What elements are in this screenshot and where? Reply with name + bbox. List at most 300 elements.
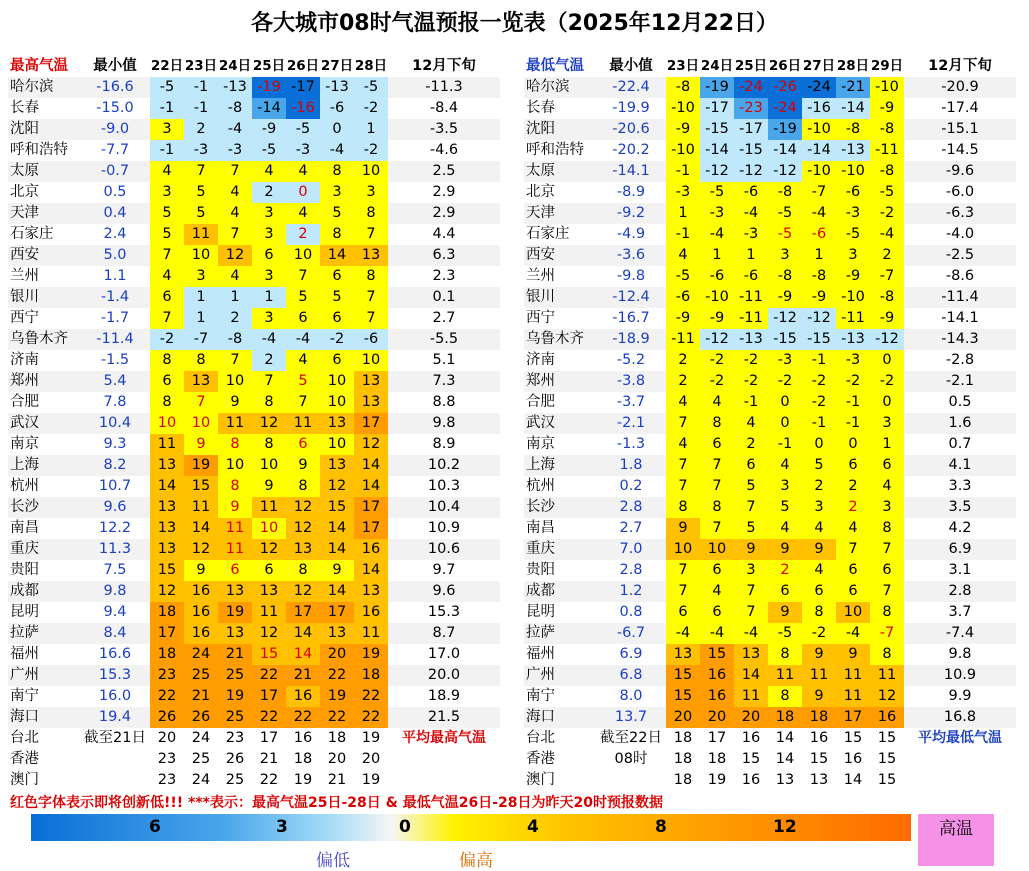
- temp-cell: -7: [870, 266, 904, 287]
- city-name: 南昌: [526, 520, 555, 536]
- monthly-avg: 3.5: [948, 499, 972, 515]
- min-value: -5.2: [616, 352, 646, 368]
- temp-cell: -3: [836, 203, 870, 224]
- temp-cell: -11: [734, 308, 768, 329]
- temp-cell: -2: [320, 329, 354, 350]
- temp-cell: 2: [768, 560, 802, 581]
- temp-cell: 16: [870, 707, 904, 728]
- temp-cell: 2: [252, 350, 286, 371]
- temp-cell: -10: [836, 287, 870, 308]
- min-value: -8.9: [616, 184, 646, 200]
- monthly-avg: -6.0: [945, 184, 975, 200]
- temp-cell: -7: [184, 329, 218, 350]
- temp-cell: 13: [320, 413, 354, 434]
- temp-cell: -2: [700, 350, 734, 371]
- city-name: 杭州: [526, 478, 555, 494]
- header-row: [524, 56, 1016, 77]
- temp-cell: 11: [836, 686, 870, 707]
- temp-cell: 11: [734, 686, 768, 707]
- monthly-avg: 2.9: [432, 184, 456, 200]
- temp-cell: -14: [768, 140, 802, 161]
- note-cell: [80, 770, 150, 791]
- temp-cell: 13: [354, 245, 388, 266]
- monthly-avg: 10.3: [427, 478, 461, 494]
- temp-cell: 5: [184, 182, 218, 203]
- table-row: [8, 686, 500, 707]
- temp-cell: 20: [734, 707, 768, 728]
- temp-cell: 23: [150, 665, 184, 686]
- table-row: [524, 539, 1016, 560]
- temp-cell: -1: [836, 413, 870, 434]
- temp-cell: 4: [700, 581, 734, 602]
- temp-cell: 17: [252, 686, 286, 707]
- temp-cell: 11: [870, 665, 904, 686]
- monthly-avg: 3.3: [948, 478, 972, 494]
- temp-cell: -6: [354, 329, 388, 350]
- temp-cell: 0: [836, 434, 870, 455]
- temp-cell: -8: [666, 77, 700, 98]
- temp-cell: 3: [252, 308, 286, 329]
- temp-cell: 23: [157, 751, 177, 767]
- temp-cell: 10: [354, 161, 388, 182]
- temp-cell: 9: [320, 560, 354, 581]
- temp-cell: -2: [150, 329, 184, 350]
- temp-cell: 8: [150, 350, 184, 371]
- temp-cell: 8: [320, 224, 354, 245]
- temp-cell: 2: [252, 182, 286, 203]
- temp-cell: 5: [734, 518, 768, 539]
- city-name: 长沙: [526, 499, 555, 515]
- table-row: [524, 308, 1016, 329]
- temp-cell: -1: [150, 98, 184, 119]
- temp-cell: 0: [870, 392, 904, 413]
- table-row: [8, 602, 500, 623]
- monthly-avg: 10.9: [943, 667, 977, 683]
- monthly-avg: 3.7: [948, 604, 972, 620]
- temp-cell: 11: [286, 413, 320, 434]
- min-value: -9.2: [616, 205, 646, 221]
- temp-cell: 15: [252, 644, 286, 665]
- monthly-avg: 4.2: [948, 520, 972, 536]
- monthly-avg: -11.4: [941, 289, 979, 305]
- temp-cell: 22: [252, 665, 286, 686]
- monthly-avg: 3.1: [948, 562, 972, 578]
- temp-cell: 5: [150, 224, 184, 245]
- temp-cell: 25: [225, 772, 245, 788]
- column-header: 最高气温: [10, 58, 68, 74]
- monthly-avg: 8.7: [432, 625, 456, 641]
- table-row: [524, 350, 1016, 371]
- table-row: [8, 182, 500, 203]
- temp-cell: -15: [734, 140, 768, 161]
- temp-cell: 22: [320, 665, 354, 686]
- temp-cell: -6: [836, 182, 870, 203]
- min-value: 1.8: [619, 457, 643, 473]
- min-value: 9.6: [103, 499, 127, 515]
- temp-cell: 3: [870, 497, 904, 518]
- table-row: [8, 224, 500, 245]
- temp-cell: 12: [252, 623, 286, 644]
- monthly-avg: -17.4: [941, 100, 979, 116]
- column-header: 24日: [700, 58, 734, 74]
- monthly-avg: 10.2: [427, 457, 461, 473]
- city-name: 昆明: [10, 604, 39, 620]
- column-header: 22日: [150, 58, 184, 74]
- temp-cell: 20: [320, 644, 354, 665]
- temp-cell: 4: [286, 350, 320, 371]
- table-row: [524, 98, 1016, 119]
- temp-cell: -9: [666, 119, 700, 140]
- monthly-avg: 10.6: [427, 541, 461, 557]
- page-title: 各大城市08时气温预报一览表（2025年12月22日）: [250, 11, 779, 36]
- city-name: 台北: [526, 730, 555, 746]
- temp-cell: 26: [225, 751, 245, 767]
- temp-cell: 4: [252, 161, 286, 182]
- temp-cell: 13: [809, 772, 829, 788]
- min-value: 16.0: [98, 688, 132, 704]
- temp-cell: 9: [286, 455, 320, 476]
- min-value: -12.4: [612, 289, 650, 305]
- temp-cell: 6: [802, 581, 836, 602]
- temp-cell: 15: [741, 751, 761, 767]
- temp-cell: -5: [836, 224, 870, 245]
- avg-label: [388, 749, 500, 770]
- header-row: [8, 56, 500, 77]
- table-row: [524, 665, 1016, 686]
- column-header: 23日: [666, 58, 700, 74]
- temp-cell: 9: [252, 476, 286, 497]
- temp-cell: 20: [700, 707, 734, 728]
- temp-cell: 12: [184, 539, 218, 560]
- temp-cell: 4: [768, 518, 802, 539]
- monthly-avg: 2.5: [432, 163, 456, 179]
- monthly-avg: 9.8: [432, 415, 456, 431]
- temp-cell: 2: [184, 119, 218, 140]
- monthly-avg: 4.4: [432, 226, 456, 242]
- city-name: 南宁: [10, 688, 39, 704]
- table-row: [524, 644, 1016, 665]
- monthly-avg: 7.3: [432, 373, 456, 389]
- temp-cell: 21: [184, 686, 218, 707]
- temp-cell: 8: [218, 476, 252, 497]
- city-name: 西安: [10, 247, 39, 263]
- temp-cell: 12: [286, 518, 320, 539]
- table-row: [8, 476, 500, 497]
- column-header: 最低气温: [526, 58, 584, 74]
- temp-cell: 8: [870, 518, 904, 539]
- temp-cell: -5: [354, 77, 388, 98]
- temp-cell: 1: [218, 287, 252, 308]
- city-name: 乌鲁木齐: [10, 331, 68, 347]
- temp-cell: 8: [666, 497, 700, 518]
- monthly-avg: 2.9: [432, 205, 456, 221]
- temp-cell: 6: [870, 455, 904, 476]
- temp-cell: -5: [768, 224, 802, 245]
- table-row: [8, 455, 500, 476]
- temp-cell: 9: [184, 434, 218, 455]
- min-value: -1.4: [100, 289, 130, 305]
- temp-cell: -26: [768, 77, 802, 98]
- temp-cell: 10: [354, 350, 388, 371]
- monthly-avg: -4.0: [945, 226, 975, 242]
- table-row: [8, 623, 500, 644]
- temp-cell: 20: [327, 751, 347, 767]
- temp-cell: 5: [286, 371, 320, 392]
- city-name: 天津: [526, 205, 555, 221]
- temp-cell: 15: [843, 730, 863, 746]
- temp-cell: 18: [673, 772, 693, 788]
- temp-cell: 16: [184, 602, 218, 623]
- temp-cell: -8: [218, 98, 252, 119]
- min-value: 9.4: [103, 604, 127, 620]
- temp-cell: 4: [802, 518, 836, 539]
- table-row: [8, 266, 500, 287]
- temp-cell: 5: [734, 476, 768, 497]
- city-name: 呼和浩特: [10, 142, 68, 158]
- temp-cell: -21: [836, 77, 870, 98]
- min-value: -3.8: [616, 373, 646, 389]
- table-row: [8, 665, 500, 686]
- temp-cell: 10: [320, 371, 354, 392]
- temp-cell: 4: [286, 161, 320, 182]
- extra-row: [8, 770, 500, 791]
- temp-cell: 11: [768, 665, 802, 686]
- temp-cell: 11: [218, 518, 252, 539]
- temp-cell: -4: [836, 623, 870, 644]
- temp-cell: 4: [150, 161, 184, 182]
- min-value: 1.2: [619, 583, 643, 599]
- temp-cell: 8: [218, 434, 252, 455]
- city-name: 北京: [526, 184, 555, 200]
- note-cell: 截至21日: [84, 730, 146, 746]
- temp-cell: 16: [293, 730, 313, 746]
- temp-cell: 19: [361, 772, 381, 788]
- temp-cell: -12: [768, 308, 802, 329]
- extra-row: [524, 728, 1016, 749]
- legend-tick: 6: [149, 817, 161, 837]
- table-row: [524, 371, 1016, 392]
- temp-cell: 13: [218, 623, 252, 644]
- temp-cell: -4: [252, 329, 286, 350]
- temp-cell: 25: [218, 665, 252, 686]
- temp-cell: -2: [802, 371, 836, 392]
- temp-cell: 15: [320, 497, 354, 518]
- temp-cell: 10: [218, 455, 252, 476]
- city-name: 太原: [526, 163, 555, 179]
- min-value: 12.2: [98, 520, 132, 536]
- monthly-avg: 9.6: [432, 583, 456, 599]
- temp-cell: -15: [700, 119, 734, 140]
- temp-cell: -10: [836, 161, 870, 182]
- city-name: 银川: [526, 289, 555, 305]
- temp-cell: 16: [354, 539, 388, 560]
- temp-cell: -2: [768, 371, 802, 392]
- monthly-avg: -20.9: [941, 79, 979, 95]
- monthly-avg: -2.1: [945, 373, 975, 389]
- temp-cell: -6: [734, 182, 768, 203]
- temp-cell: 14: [354, 476, 388, 497]
- temp-cell: 8: [252, 392, 286, 413]
- legend-tick: 0: [399, 817, 411, 837]
- temp-cell: 10: [252, 455, 286, 476]
- temp-cell: -7: [802, 182, 836, 203]
- city-name: 广州: [526, 667, 555, 683]
- temp-cell: -3: [218, 140, 252, 161]
- temp-cell: 8: [252, 434, 286, 455]
- min-value: -9.0: [100, 121, 130, 137]
- min-value: 6.9: [619, 646, 643, 662]
- temp-cell: 7: [354, 287, 388, 308]
- city-name: 广州: [10, 667, 39, 683]
- temp-cell: 6: [150, 371, 184, 392]
- temp-cell: 13: [150, 518, 184, 539]
- temp-cell: 14: [150, 476, 184, 497]
- temp-cell: -3: [768, 350, 802, 371]
- temp-cell: -17: [700, 98, 734, 119]
- temp-cell: -2: [802, 392, 836, 413]
- temp-cell: 11: [252, 602, 286, 623]
- min-value: 9.3: [103, 436, 127, 452]
- temp-cell: -6: [320, 98, 354, 119]
- monthly-avg: -15.1: [941, 121, 979, 137]
- temp-cell: 9: [802, 686, 836, 707]
- temp-cell: 11: [150, 434, 184, 455]
- column-header: 27日: [320, 58, 354, 74]
- temp-cell: 19: [218, 686, 252, 707]
- temp-cell: 15: [184, 476, 218, 497]
- temp-cell: 3: [150, 182, 184, 203]
- temp-cell: -7: [870, 623, 904, 644]
- temp-cell: 3: [252, 266, 286, 287]
- city-name: 武汉: [526, 415, 555, 431]
- max-temp-table: [8, 56, 500, 791]
- city-name: 南昌: [10, 520, 39, 536]
- city-name: 长沙: [10, 499, 39, 515]
- temp-cell: 6: [700, 434, 734, 455]
- temp-cell: -2: [802, 623, 836, 644]
- table-row: [524, 224, 1016, 245]
- temp-cell: 11: [802, 665, 836, 686]
- temp-cell: -8: [870, 287, 904, 308]
- column-header: 25日: [252, 58, 286, 74]
- temp-cell: 4: [666, 392, 700, 413]
- temp-cell: 16: [741, 730, 761, 746]
- city-name: 哈尔滨: [10, 79, 54, 95]
- min-value: 0.2: [619, 478, 643, 494]
- monthly-avg: 0.5: [948, 394, 972, 410]
- temp-cell: 17: [354, 413, 388, 434]
- city-name: 武汉: [10, 415, 39, 431]
- temp-cell: 1: [870, 434, 904, 455]
- temp-cell: 25: [184, 665, 218, 686]
- temp-cell: 0: [802, 434, 836, 455]
- temp-cell: 21: [286, 665, 320, 686]
- table-row: [8, 119, 500, 140]
- temp-cell: 6: [700, 560, 734, 581]
- temp-cell: 6: [666, 602, 700, 623]
- city-name: 澳门: [10, 772, 39, 788]
- table-row: [524, 497, 1016, 518]
- temp-cell: 6: [768, 581, 802, 602]
- temp-cell: -19: [252, 77, 286, 98]
- temp-cell: 7: [354, 308, 388, 329]
- temp-cell: -2: [700, 371, 734, 392]
- temp-cell: 6: [286, 434, 320, 455]
- table-row: [8, 203, 500, 224]
- temp-cell: 26: [184, 707, 218, 728]
- temp-cell: 8: [870, 602, 904, 623]
- temp-cell: -15: [802, 329, 836, 350]
- temp-cell: 12: [252, 413, 286, 434]
- city-name: 福州: [10, 646, 39, 662]
- table-row: [524, 686, 1016, 707]
- temp-cell: 4: [666, 434, 700, 455]
- table-row: [524, 623, 1016, 644]
- temp-cell: -5: [150, 77, 184, 98]
- min-value: -11.4: [96, 331, 134, 347]
- temp-cell: 7: [184, 392, 218, 413]
- min-value: 19.4: [98, 709, 132, 725]
- temp-cell: -14: [836, 98, 870, 119]
- table-row: [8, 371, 500, 392]
- extra-row: [8, 749, 500, 770]
- temp-cell: -6: [700, 266, 734, 287]
- temp-cell: -5: [768, 203, 802, 224]
- temp-cell: -13: [836, 140, 870, 161]
- city-name: 西宁: [10, 310, 39, 326]
- table-row: [8, 287, 500, 308]
- temp-cell: 11: [354, 623, 388, 644]
- temp-cell: 3: [252, 203, 286, 224]
- temp-cell: 13: [354, 392, 388, 413]
- temp-cell: 7: [666, 581, 700, 602]
- temp-cell: 6: [252, 560, 286, 581]
- min-value: 5.4: [103, 373, 127, 389]
- temp-cell: 0: [286, 182, 320, 203]
- min-value: 7.0: [619, 541, 643, 557]
- temp-cell: -8: [768, 266, 802, 287]
- temp-cell: -1: [802, 350, 836, 371]
- city-name: 济南: [526, 352, 555, 368]
- temp-cell: 10: [666, 539, 700, 560]
- table-row: [524, 140, 1016, 161]
- temp-cell: -2: [734, 371, 768, 392]
- temp-cell: -9: [768, 287, 802, 308]
- temp-cell: -4: [286, 329, 320, 350]
- min-value: -3.6: [616, 247, 646, 263]
- temp-cell: 22: [259, 772, 279, 788]
- city-name: 海口: [526, 709, 555, 725]
- temp-cell: 7: [150, 308, 184, 329]
- min-value: 2.7: [619, 520, 643, 536]
- temp-cell: 8: [700, 497, 734, 518]
- monthly-avg: 2.3: [432, 268, 456, 284]
- min-temp-table: [524, 56, 1016, 791]
- temp-cell: 15: [666, 665, 700, 686]
- temp-cell: 10: [286, 245, 320, 266]
- table-row: [8, 329, 500, 350]
- temp-cell: 4: [734, 413, 768, 434]
- temp-cell: 6: [734, 455, 768, 476]
- temp-cell: 7: [218, 224, 252, 245]
- monthly-avg: 8.8: [432, 394, 456, 410]
- temp-cell: 25: [191, 751, 211, 767]
- temp-cell: -9: [836, 266, 870, 287]
- temp-cell: -11: [666, 329, 700, 350]
- temp-cell: 14: [775, 730, 795, 746]
- monthly-avg: 9.8: [948, 646, 972, 662]
- min-value: -16.7: [612, 310, 650, 326]
